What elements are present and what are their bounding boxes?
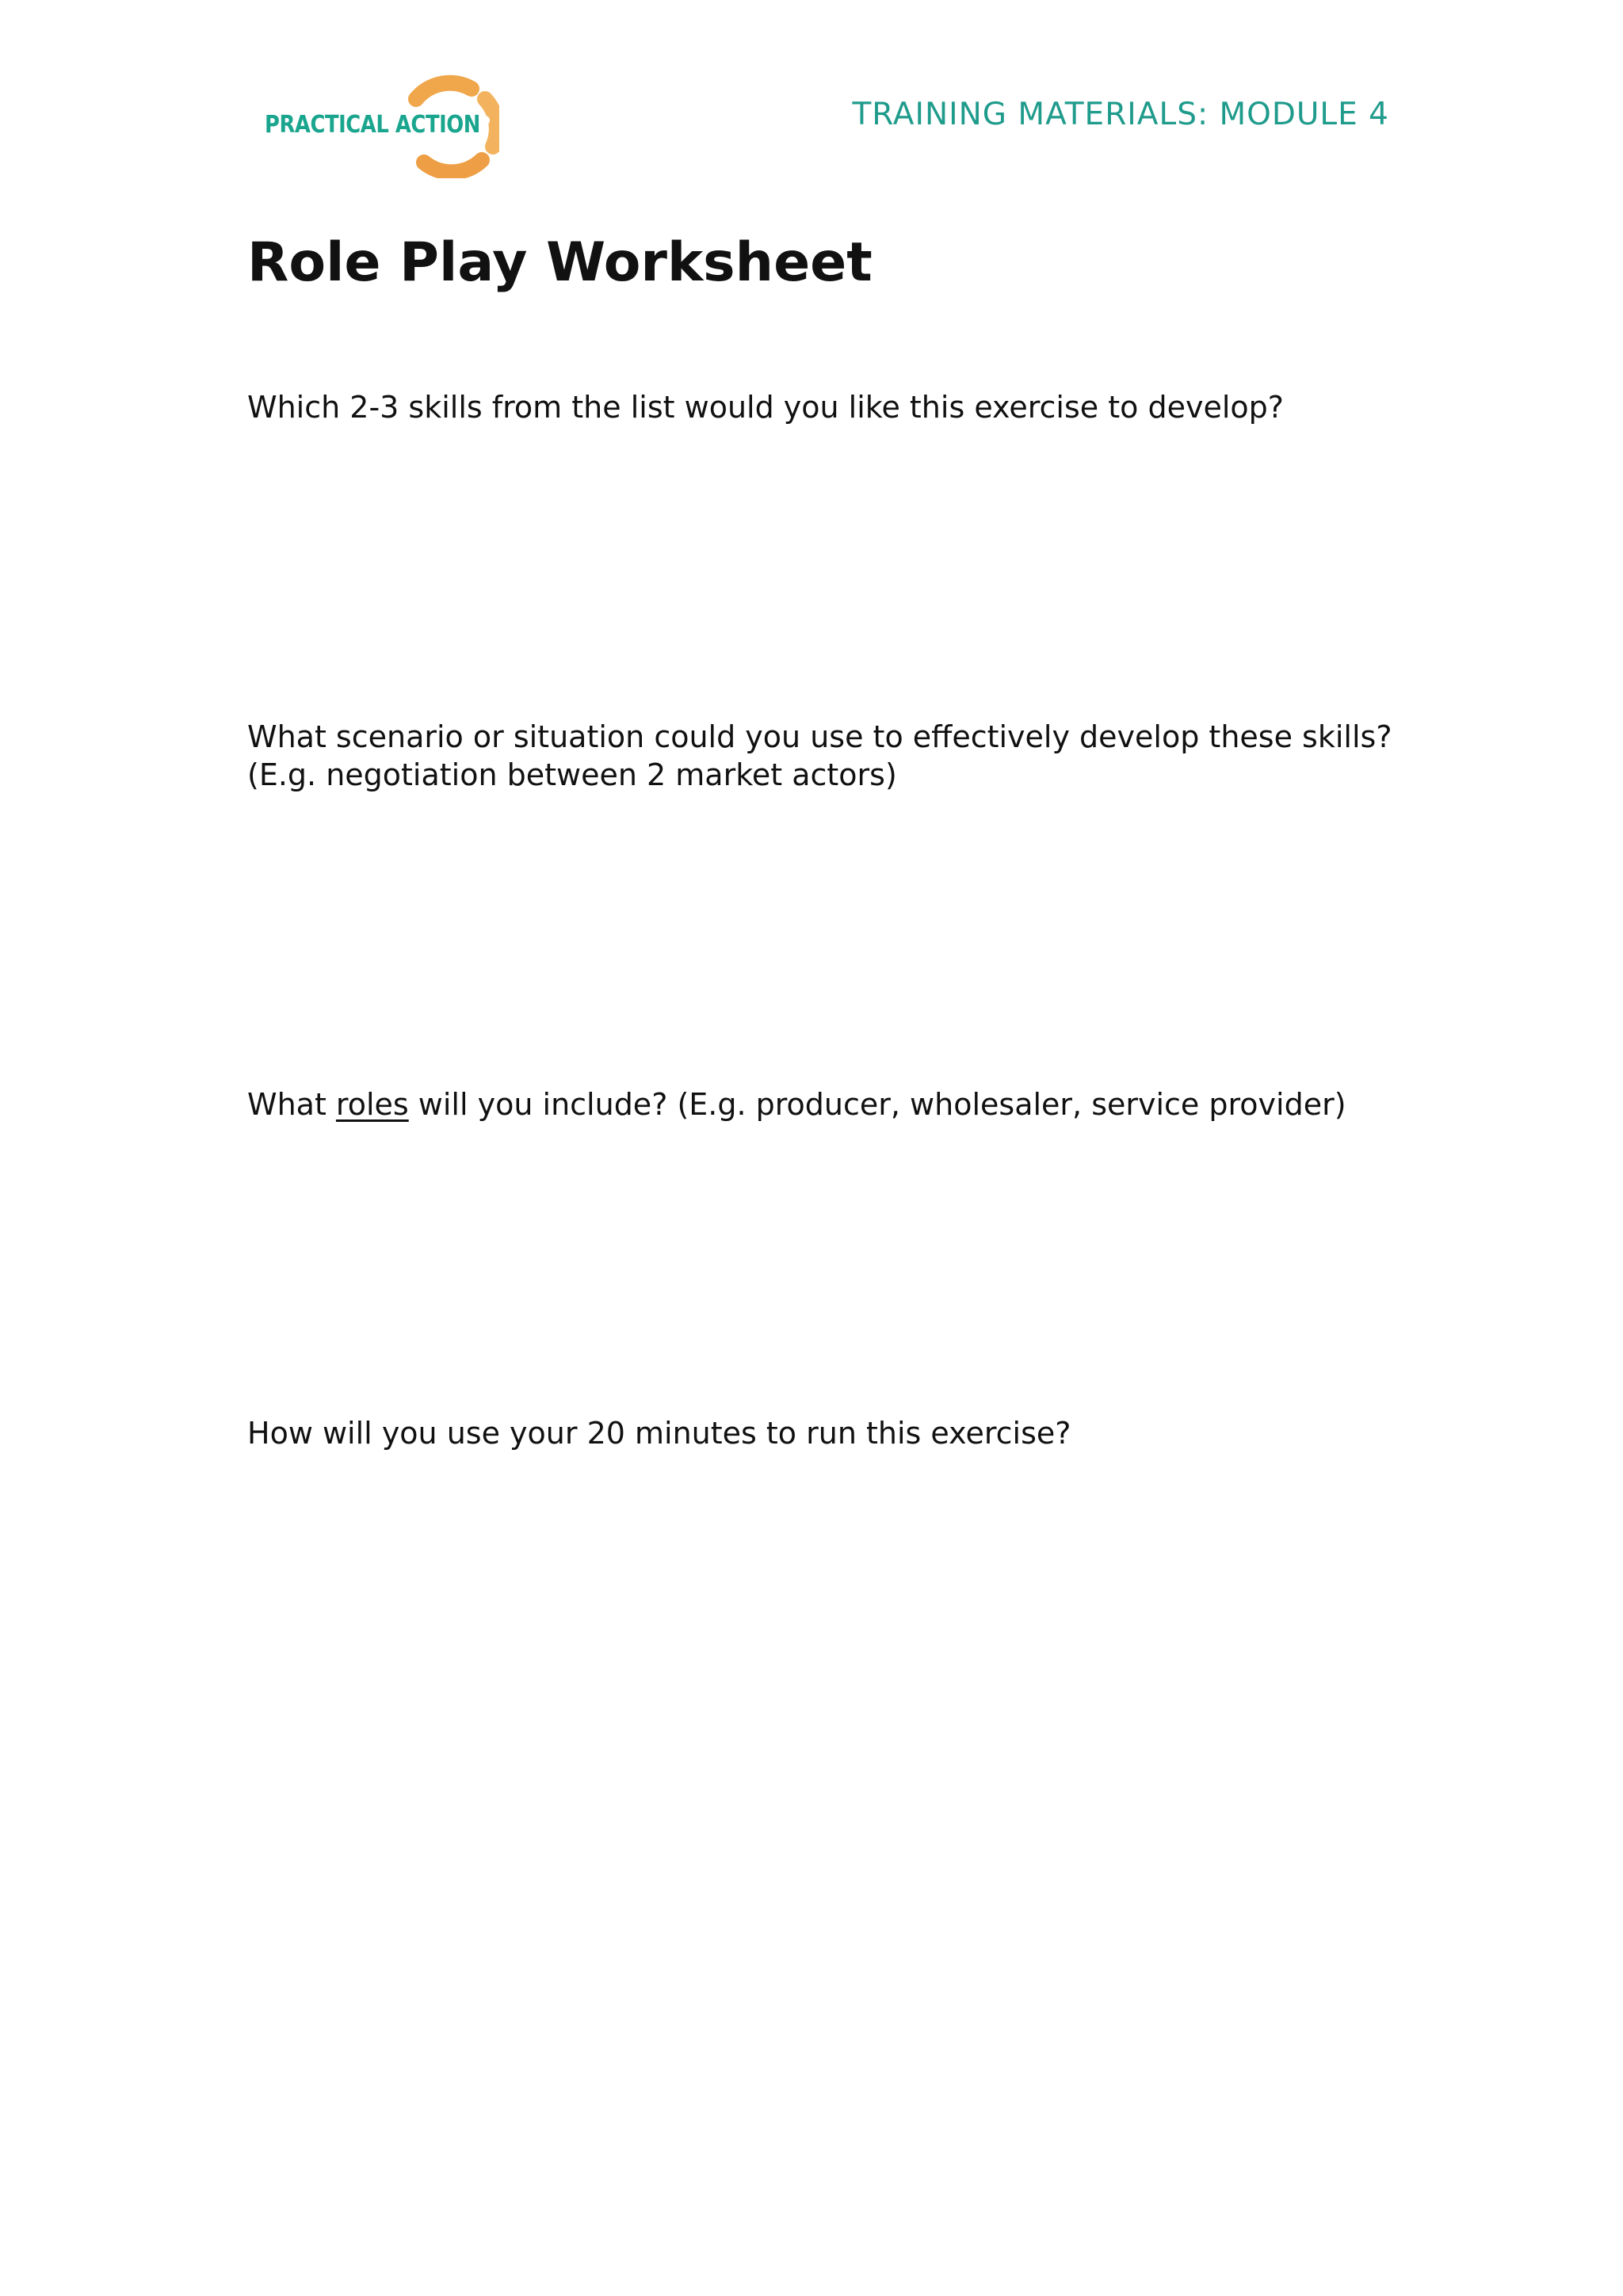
question-text: How will you use your 20 minutes to run this exercise? [247, 1416, 1071, 1451]
question-roles [247, 1085, 1346, 1123]
question-example: (E.g. negotiation between 2 market actors) [247, 757, 897, 792]
logo-text: PRACTICAL ACTION [265, 111, 480, 139]
question-timing [247, 1414, 1071, 1452]
question-scenario [247, 718, 1392, 794]
question-text: What scenario or situation could you use to effectively develop these skills? [247, 719, 1392, 754]
question-text-end: will you include? (E.g. producer, wholesaler, service provider) [408, 1087, 1346, 1122]
page-title: Role Play Worksheet [247, 231, 873, 294]
question-text: Which 2-3 skills from the list would you like this exercise to develop? [247, 390, 1284, 425]
module-label: TRAINING MATERIALS: MODULE 4 [852, 97, 1389, 132]
underlined-word: roles [335, 1087, 409, 1122]
practical-action-logo [262, 71, 499, 178]
question-skills [247, 388, 1284, 426]
question-text-start: What [247, 1087, 336, 1122]
